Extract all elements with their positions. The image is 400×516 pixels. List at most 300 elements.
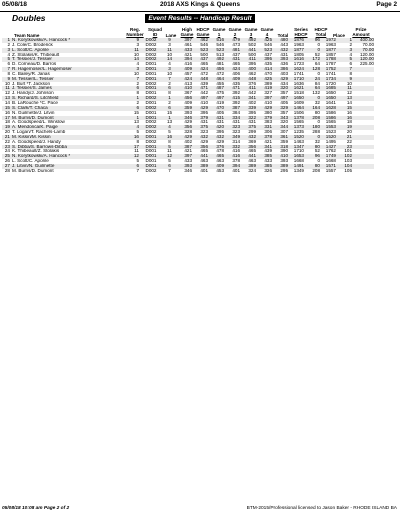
cell-g1: 405 [216,110,224,115]
cell-st: 1857 [325,52,336,57]
cell-g2: 416 [224,154,240,159]
cell-lane: 13 [166,120,173,125]
cell-place: 21 [336,135,352,140]
results-table [2,38,374,174]
cell-reg: 9 [122,38,139,43]
cell-g3: 462 [248,71,256,76]
cell-n: 24 [4,149,10,154]
cell-high: 394 [176,57,192,62]
cell-sh2: 24 [304,77,320,82]
cell-g4: 385 [256,164,272,169]
cell-high: 461 [184,42,192,47]
cell-hg: 375 [192,125,208,130]
cell-place: 4 [349,52,352,57]
cell-reg: 15 [133,110,139,115]
cell-st: 1495 [325,139,336,144]
cell-hg: 401 [200,168,208,173]
cell-g4: 378 [256,135,272,140]
cell-total: 432 [272,48,288,53]
cell-g2: 435 [232,81,240,86]
cell-hg: 500 [200,52,208,57]
col-total: Total [277,33,289,38]
cell-high: 433 [176,48,192,53]
cell-sh2: 64 [314,62,320,67]
col-series-hdcp: Series HDCP [294,27,308,37]
cell-sh2: 84 [314,81,320,86]
cell-g3: 339 [240,106,256,111]
cell-st: 1787 [325,62,336,67]
cell-st: 1877 [320,48,336,53]
cell-hg: 448 [192,77,208,82]
cell-high: 387 [176,145,192,150]
cell-total: 443 [280,42,288,47]
cell-hg: 442 [200,91,208,96]
cell-team: J. Handy/J. Johnson [12,91,54,96]
cell-g1: 453 [216,168,224,173]
col-squad-id: Squad ID [147,27,163,37]
cell-n: 12 [4,91,10,96]
cell-sh2: 0 [304,135,320,140]
cell-reg: 13 [133,120,139,125]
cell-place: 1 [336,38,352,43]
cell-lane: 12 [163,154,176,159]
cell-g2: 409 [224,77,240,82]
cell-high: 421 [184,149,192,154]
cell-sh2: 164 [304,106,320,111]
cell-sh2: 208 [304,116,320,121]
cell-n: 14 [4,100,10,105]
cell-team: M. Burns/D. Dumont [12,168,54,173]
cell-high: 397 [176,38,192,43]
cell-hg: 472 [200,71,208,76]
cell-place: 22 [346,139,352,144]
cell-lane: 8 [168,91,171,96]
cell-hg: 497 [192,96,208,101]
cell-shdcp: 1378 [288,116,304,121]
cell-g3: 324 [248,168,256,173]
cell-reg: 11 [134,149,139,154]
cell-squad: D001 [139,77,163,82]
cell-reg: 7 [136,168,139,173]
cell-lane: 5 [168,130,171,135]
cell-total: 357 [280,91,288,96]
cell-total: 357 [280,110,288,115]
cell-hg: 439 [200,81,208,86]
cell-g2: 323 [232,130,240,135]
cell-squad: D001 [145,110,157,115]
cell-g3: 356 [240,145,256,150]
cell-n: 23 [2,145,12,150]
cell-team: R. Hagemoser/L. Hagemoser [12,67,122,72]
cell-hg: 463 [200,159,208,164]
cell-total: 431 [280,52,288,57]
cell-g4: 419 [256,86,272,91]
cell-high: 433 [184,159,192,164]
cell-shdcp: 1518 [293,91,304,96]
cell-lane: 5 [168,159,171,164]
cell-g4: 425 [256,38,272,43]
cell-place: 3 [336,48,352,53]
cell-high: 429 [176,135,192,140]
cell-g2: 384 [232,110,240,115]
cell-g1: 546 [216,42,224,47]
cell-n: 3 [2,48,12,53]
cell-sh2: 128 [304,67,320,72]
cell-place: 6 [349,62,352,67]
cell-n: 4 [7,52,10,57]
cell-g2: 392 [232,100,240,105]
cell-hg: 429 [200,139,208,144]
cell-g2: 387 [224,106,240,111]
cell-amt [352,169,374,174]
cell-place: 16 [346,110,352,115]
cell-g1: 478 [216,149,224,154]
cell-g4: 546 [264,42,272,47]
header-divider [0,11,400,12]
cell-hg: 523 [192,48,208,53]
cell-high: 393 [176,164,192,169]
cell-place: 12 [346,91,352,96]
cell-g3: 442 [248,91,256,96]
cell-amt: 225.00 [359,62,374,67]
cell-total: 307 [280,130,288,135]
cell-place: 10 [346,81,352,86]
cell-g4: 389 [264,81,272,86]
cell-shdcp: 1373 [288,125,304,130]
cell-g4: 439 [264,149,272,154]
cell-lane: 6 [163,86,176,91]
cell-g3: 502 [248,42,256,47]
cell-lane: 3 [168,42,171,47]
cell-g2: 479 [224,38,240,43]
cell-team: Z. Stolakis/K. Thibeault [12,52,60,57]
cell-shdcp: 1741 [293,71,304,76]
cell-g2: 314 [232,139,240,144]
cell-g2: 416 [232,149,240,154]
report-header [0,0,400,11]
footer-left: 05/08/18 10:08 am Page 2 of 2 [2,506,70,511]
cell-g1: 456 [208,67,224,72]
cell-shdcp: 1609 [293,100,304,105]
cell-g1: 455 [216,81,224,86]
col-prize-amount: Prize Amount [352,27,370,37]
cell-team: B. LaRouche *C. Pace [12,100,58,105]
cell-lane: 3 [163,67,176,72]
cell-g1: 465 [208,154,224,159]
cell-high: 409 [176,67,192,72]
cell-reg: 12 [122,154,139,159]
cell-g3: 411 [240,86,256,91]
cell-reg: 1 [122,96,139,101]
cell-g4: 341 [256,145,272,150]
cell-g1: 463 [216,159,224,164]
cell-st: 1720 [325,81,336,86]
cell-n: 9 [2,77,12,82]
cell-high: 409 [184,100,192,105]
cell-st: 1553 [320,125,336,130]
cell-g1: 395 [216,130,224,135]
cell-st: 1741 [325,71,336,76]
cell-squad: D002 [139,57,163,62]
cell-reg: 5 [136,159,139,164]
cell-shdcp: 1636 [293,81,304,86]
cell-squad: D001 [145,159,157,164]
cell-sh2: 0 [304,96,320,101]
cell-squad: D001 [145,91,157,96]
cell-hg: 432 [192,135,208,140]
cell-high: 456 [176,96,192,101]
cell-g2: 349 [224,135,240,140]
cell-g3: 441 [240,48,256,53]
cell-sh2: 80 [314,110,320,115]
cell-total: 403 [280,71,288,76]
col-hdcp-game: HDCP Game [196,27,210,37]
cell-high: 346 [176,116,192,121]
cell-g2: 392 [232,91,240,96]
cell-high: 393 [184,110,192,115]
cell-reg: 14 [122,57,139,62]
cell-n: 19 [2,125,12,130]
cell-team: L. Scott/C. Aporile [12,159,49,164]
cell-team: C. Bailey/R. Janas [12,71,50,76]
cell-g3: 395 [248,62,256,67]
cell-place: 18 [346,120,352,125]
cell-g4: 523 [256,48,272,53]
cell-reg: 2 [136,100,139,105]
cell-g1: 376 [208,145,224,150]
cell-n: 11 [2,86,12,91]
cell-hg: 379 [192,116,208,121]
cell-st: 1571 [320,164,336,169]
cell-reg: 1 [122,116,139,121]
col-game-3: Game 3 [244,27,258,37]
col-game-1: Game 1 [212,27,226,37]
cell-team: S. Clark/T. Chaca [12,106,122,111]
cell-amt: 400.00 [352,38,374,43]
cell-g3: 441 [240,154,256,159]
cell-g3: 395 [248,110,256,115]
cell-st: 1963 [325,42,336,47]
cell-team: M. Kissin/M. Kissin [12,135,122,140]
cell-st: 1650 [320,96,336,101]
section-label: Doubles [12,13,46,23]
col-hdcp-total: HDCP Total [314,27,328,37]
cell-place: 19 [336,125,352,130]
cell-total: 389 [272,164,288,169]
cell-n: 2 [7,42,10,47]
cell-squad: D002 [145,52,157,57]
cell-total: 390 [280,149,288,154]
cell-n: 27 [2,164,12,169]
cell-lane: 5 [163,145,176,150]
cell-reg: 6 [122,86,139,91]
footer-right: BTM-2015/Professional licensed to Jason Baker - RHODE ISLAND BA [246,506,397,511]
cell-reg: 10 [133,71,139,76]
cell-g1: 481 [216,62,224,67]
cell-n: 22 [4,139,10,144]
cell-g3: 463 [248,159,256,164]
col-lane: Lane [165,33,177,38]
cell-g1: 431 [208,116,224,121]
cell-g3: 492 [240,38,256,43]
cell-st: 1972 [320,38,336,43]
cell-shdcp: 1520 [288,135,304,140]
cell-team: S. Dibba/S. Barrows-Dibba [12,145,122,150]
cell-st: 1752 [320,67,336,72]
cell-g4: 306 [264,130,272,135]
cell-reg: 6 [122,164,139,169]
cell-lane: 10 [166,71,173,76]
cell-sh2: 288 [312,130,320,135]
cell-squad: D002 [145,42,157,47]
cell-sh2: 64 [304,86,320,91]
cell-team: M. Tessier/L. Tessier [12,77,122,82]
cell-sh2: 80 [304,145,320,150]
cell-g4: 395 [256,57,272,62]
cell-lane: 11 [163,48,176,53]
cell-lane: 4 [168,62,171,67]
cell-shdcp: 1624 [288,67,304,72]
cell-g3: 465 [248,149,256,154]
cell-shdcp: 1650 [288,96,304,101]
cell-st: 1523 [325,130,336,135]
cell-hg: 389 [192,164,208,169]
cell-reg: 6 [122,106,139,111]
cell-place: 103 [344,159,352,164]
cell-hg: 395 [200,110,208,115]
cell-n: 18 [4,120,10,125]
cell-high: 424 [176,77,192,82]
cell-sh2: 208 [312,168,320,173]
cell-st: 1586 [325,110,336,115]
cell-sh2: 0 [317,159,320,164]
cell-g3: 375 [240,125,256,130]
cell-g1: 513 [216,52,224,57]
cell-total: 343 [272,116,288,121]
cell-place: 11 [336,86,352,91]
cell-reg: 3 [136,42,139,47]
cell-shdcp: 1710 [288,77,304,82]
cell-squad: D001 [139,135,163,140]
cell-shdcp: 1565 [293,120,304,125]
cell-lane: 9 [163,38,176,43]
cell-lane: 11 [167,149,172,154]
cell-lane: 16 [163,135,176,140]
cell-lane: 8 [168,139,171,144]
cell-shdcp: 1877 [288,48,304,53]
cell-g2: 406 [232,71,240,76]
cell-shdcp: 1653 [288,154,304,159]
cell-squad: D001 [145,71,157,76]
cell-team: T. Tessier/J. Tessier [12,57,122,62]
cell-team: J. Cole/C. Broderick [12,42,53,47]
cell-st: 1427 [320,145,336,150]
cell-shdcp: 1710 [293,149,304,154]
cell-team: D. Corneau/D. Barros [12,62,57,67]
col-reg-number: Reg. Number [126,27,144,37]
cell-g2: 378 [232,159,240,164]
cell-g2: 471 [224,86,240,91]
cell-total: 405 [280,100,288,105]
cell-squad: D001 [145,149,157,154]
cell-amt: 70.00 [362,42,374,47]
cell-squad: D001 [139,164,163,169]
cell-sh2: 180 [304,125,320,130]
cell-squad: D001 [139,145,163,150]
cell-lane: 6 [163,164,176,169]
cell-g2: 431 [232,120,240,125]
cell-squad: D002 [145,81,157,86]
cell-place: 7 [336,67,352,72]
cell-team: J. Burt *T. Jackson [12,81,51,86]
cell-high: 416 [184,62,192,67]
cell-reg: 4 [122,125,139,130]
cell-team: S. Richard/S. Litchfield [12,96,122,101]
cell-total: 320 [272,86,288,91]
cell-g4: 410 [264,100,272,105]
cell-g1: 420 [208,125,224,130]
cell-place: 14 [346,100,352,105]
cell-high: 402 [184,139,192,144]
cell-g1: 497 [208,96,224,101]
cell-n: 28 [4,168,10,173]
cell-g3: 376 [248,81,256,86]
cell-reg: 3 [122,67,139,72]
cell-g1: 487 [208,86,224,91]
cell-hg: 465 [200,62,208,67]
cell-total: 320 [280,120,288,125]
cell-g1: 472 [216,71,224,76]
cell-g2: 334 [224,116,240,121]
cell-n: 25 [2,154,12,159]
cell-st: 1628 [320,106,336,111]
cell-g4: 421 [264,139,272,144]
col-team-name: Team Name [14,33,40,38]
cell-n: 17 [2,116,12,121]
cell-team: T. Logan/T. Rachels-Lamb [12,130,66,135]
cell-high: 410 [176,86,192,91]
cell-hg: 465 [200,149,208,154]
cell-g4: 326 [264,168,272,173]
cell-place: 2 [349,42,352,47]
cell-n: 8 [7,71,10,76]
cell-lane: 7 [168,168,171,173]
cell-shdcp: 1621 [288,86,304,91]
cell-g3: 389 [240,164,256,169]
cell-team: L. Scott/C. Aporile [12,48,122,53]
cell-g3: 299 [248,130,256,135]
cell-reg: 16 [122,135,139,140]
cell-g1: 492 [208,57,224,62]
cell-g4: 397 [256,96,272,101]
cell-shdcp: 1723 [293,62,304,67]
cell-g4: 327 [264,91,272,96]
cell-reg: 17 [122,145,139,150]
cell-high: 359 [176,106,192,111]
cell-hg: 431 [200,120,208,125]
cell-g4: 331 [256,125,272,130]
cell-g2: 401 [232,168,240,173]
cell-g3: 431 [248,120,256,125]
cell-n: 13 [2,96,12,101]
cell-hg: 424 [192,67,208,72]
cell-reg: 5 [136,130,139,135]
cell-sh2: 96 [304,38,320,43]
cell-st: 1734 [320,77,336,82]
cell-g1: 470 [208,106,224,111]
cell-sh2: 32 [314,139,320,144]
cell-total: 497 [272,96,288,101]
